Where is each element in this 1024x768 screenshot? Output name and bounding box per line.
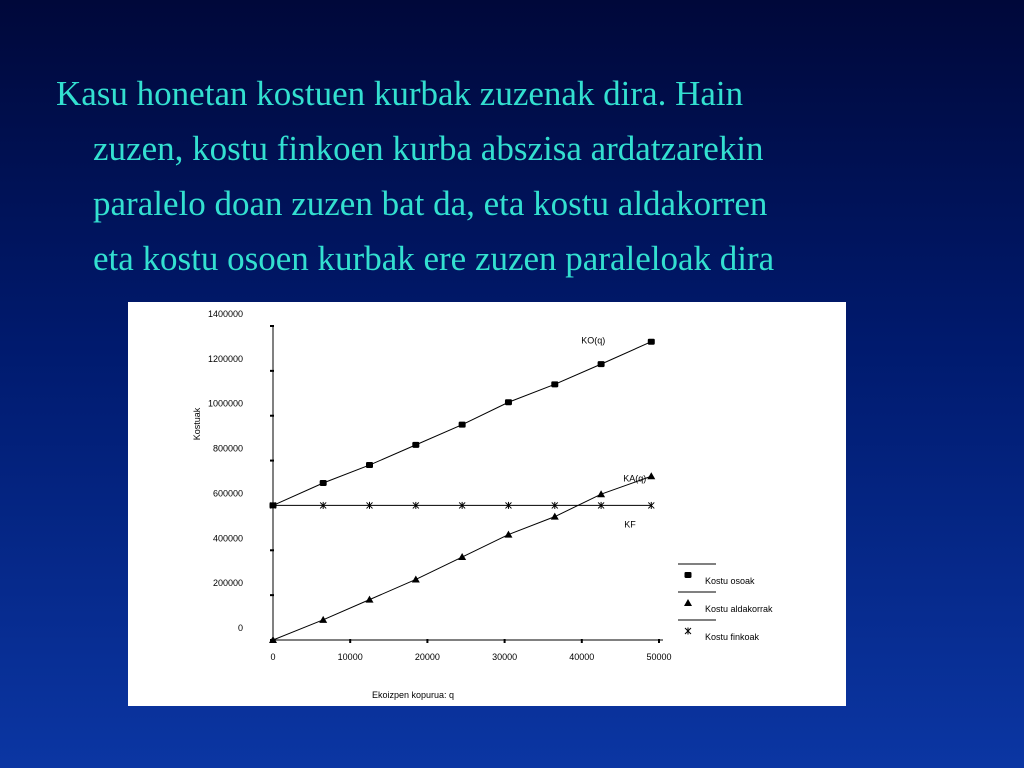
slide-text-line-4: eta kostu osoen kurbak ere zuzen paraleloak dira xyxy=(93,239,775,278)
series-2-point xyxy=(319,616,327,623)
legend-item-2: Kostu aldakorrak xyxy=(705,604,773,614)
y-tick-label: 1400000 xyxy=(207,309,243,319)
series-end-label: KA(q) xyxy=(623,473,647,484)
x-tick-label: 20000 xyxy=(414,652,440,662)
series-1-point xyxy=(412,442,419,448)
y-axis-label: Kostuak xyxy=(192,407,202,441)
series-2-point xyxy=(504,531,512,538)
series-1-point xyxy=(551,381,558,387)
series-end-label: KF xyxy=(624,519,636,530)
x-tick-label: 30000 xyxy=(492,652,518,662)
series-end-label: KO(q) xyxy=(581,335,606,346)
slide-text-line-2: zuzen, kostu finkoen kurba abszisa ardatzarekin xyxy=(93,129,764,168)
slide-body-text xyxy=(56,66,1006,286)
x-tick-label: 40000 xyxy=(569,652,595,662)
y-tick-label: 0 xyxy=(237,623,243,633)
x-axis-label: Ekoizpen kopurua: q xyxy=(371,690,455,700)
slide-text-line-1: Kasu honetan kostuen kurbak zuzenak dira. Hain xyxy=(56,74,744,113)
series-1-point xyxy=(320,480,327,486)
series-2-point xyxy=(647,472,655,479)
series-2-point xyxy=(412,575,420,582)
y-tick-label: 200000 xyxy=(212,578,243,589)
series-2-point xyxy=(551,513,559,520)
x-tick-label: 50000 xyxy=(646,652,672,662)
series-1-point xyxy=(598,361,605,367)
series-1-point xyxy=(366,462,373,468)
legend-item-3: Kostu finkoak xyxy=(705,632,760,642)
y-tick-label: 1200000 xyxy=(207,353,243,364)
legend xyxy=(678,564,773,642)
y-tick-label: 600000 xyxy=(212,488,243,499)
y-tick-label: 400000 xyxy=(212,533,243,544)
series-1-point xyxy=(648,339,655,345)
y-tick-label: 800000 xyxy=(212,443,243,454)
legend-item-1: Kostu osoak xyxy=(705,576,755,586)
legend-marker-1 xyxy=(685,572,692,578)
legend-marker-3 xyxy=(685,628,691,635)
series-1-point xyxy=(459,422,466,428)
cost-chart xyxy=(128,302,846,706)
slide-text-line-3: paralelo doan zuzen bat da, eta kostu aldakorren xyxy=(93,184,768,223)
series-layer xyxy=(269,336,655,643)
series-2-point xyxy=(458,553,466,560)
x-tick-label: 10000 xyxy=(337,652,363,662)
series-2-point xyxy=(366,596,374,603)
series-1-point xyxy=(505,399,512,405)
y-tick-label: 1000000 xyxy=(207,398,243,409)
legend-marker-2 xyxy=(684,599,692,606)
cost-chart-svg xyxy=(128,302,846,706)
x-tick-label: 0 xyxy=(270,652,276,662)
